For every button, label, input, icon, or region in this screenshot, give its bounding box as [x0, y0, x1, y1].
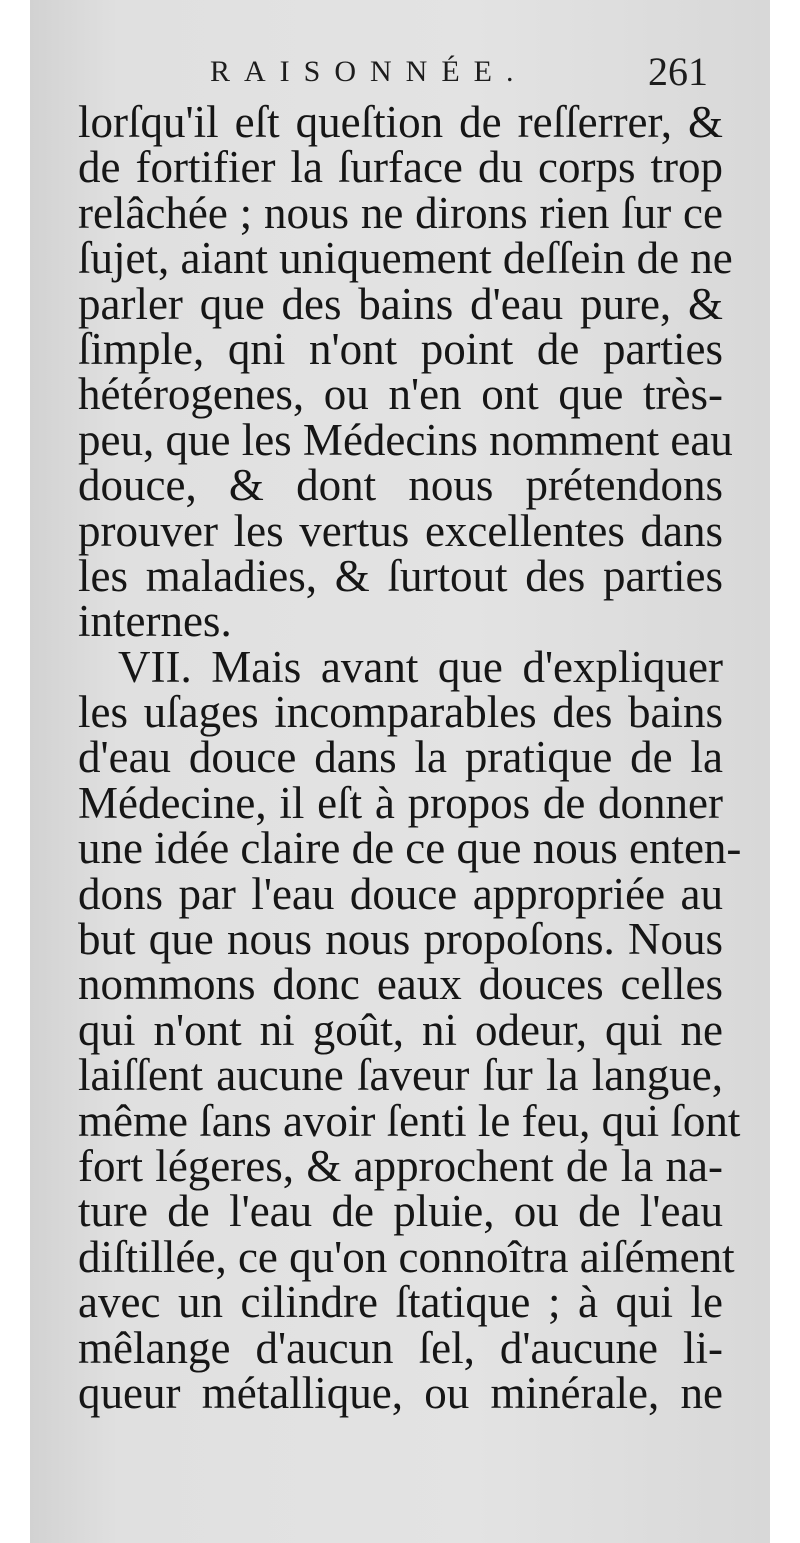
- text-line: une idée claire de ce que nous enten-: [78, 823, 742, 874]
- section-heading-line: VII. Mais avant que d'expliquer: [118, 641, 723, 692]
- text-line: ſimple, qni n'ont point de parties: [78, 323, 723, 374]
- text-line: queur métallique, ou minérale, ne: [78, 1367, 723, 1418]
- text-line: fort légeres, & approchent de la na-: [78, 1140, 723, 1191]
- text-line: les maladies, & ſurtout des parties: [78, 550, 723, 601]
- text-line: parler que des bains d'eau pure, &: [78, 278, 723, 329]
- text-line: prouver les vertus excellentes dans: [78, 505, 723, 556]
- running-head: RAISONNÉE.: [210, 55, 528, 88]
- text-line: but que nous nous propoſons. Nous: [78, 914, 723, 965]
- text-line: ture de l'eau de pluie, ou de l'eau: [78, 1186, 723, 1237]
- text-line: d'eau douce dans la pratique de la: [78, 732, 723, 783]
- text-line: qui n'ont ni goût, ni odeur, qui ne: [78, 1004, 723, 1055]
- text-line: dons par l'eau douce appropriée au: [78, 868, 723, 919]
- text-line: mêlange d'aucun ſel, d'aucune li-: [78, 1322, 723, 1373]
- page-number: 261: [648, 49, 708, 94]
- text-line: relâchée ; nous ne dirons rien ſur ce: [78, 187, 723, 238]
- text-line: peu, que les Médecins nomment eau: [78, 414, 733, 465]
- text-line: avec un cilindre ſtatique ; à qui le: [78, 1277, 723, 1328]
- text-line: nommons donc eaux douces celles: [78, 959, 723, 1010]
- scan-margin-right: [770, 0, 800, 1543]
- paragraph-end-line: internes.: [78, 596, 232, 647]
- text-line: les uſages incomparables des bains: [78, 687, 723, 738]
- scan-margin-left: [0, 0, 30, 1543]
- text-line: même ſans avoir ſenti le feu, qui ſont: [78, 1095, 741, 1146]
- text-line: ſujet, aiant uniquement deſſein de ne: [78, 233, 733, 284]
- text-line: laiſſent aucune ſaveur ſur la langue,: [78, 1050, 723, 1101]
- text-line: Médecine, il eſt à propos de donner: [78, 777, 723, 828]
- body-text: [78, 97, 742, 1418]
- text-line: hétérogenes, ou n'en ont que très-: [78, 369, 723, 420]
- text-line: diſtillée, ce qu'on connoîtra aiſément: [78, 1231, 735, 1282]
- text-line: de fortifier la ſurface du corps trop: [78, 142, 723, 193]
- text-line: douce, & dont nous prétendons: [78, 460, 723, 511]
- text-line: lorſqu'il eſt queſtion de reſſerrer, &: [78, 97, 723, 147]
